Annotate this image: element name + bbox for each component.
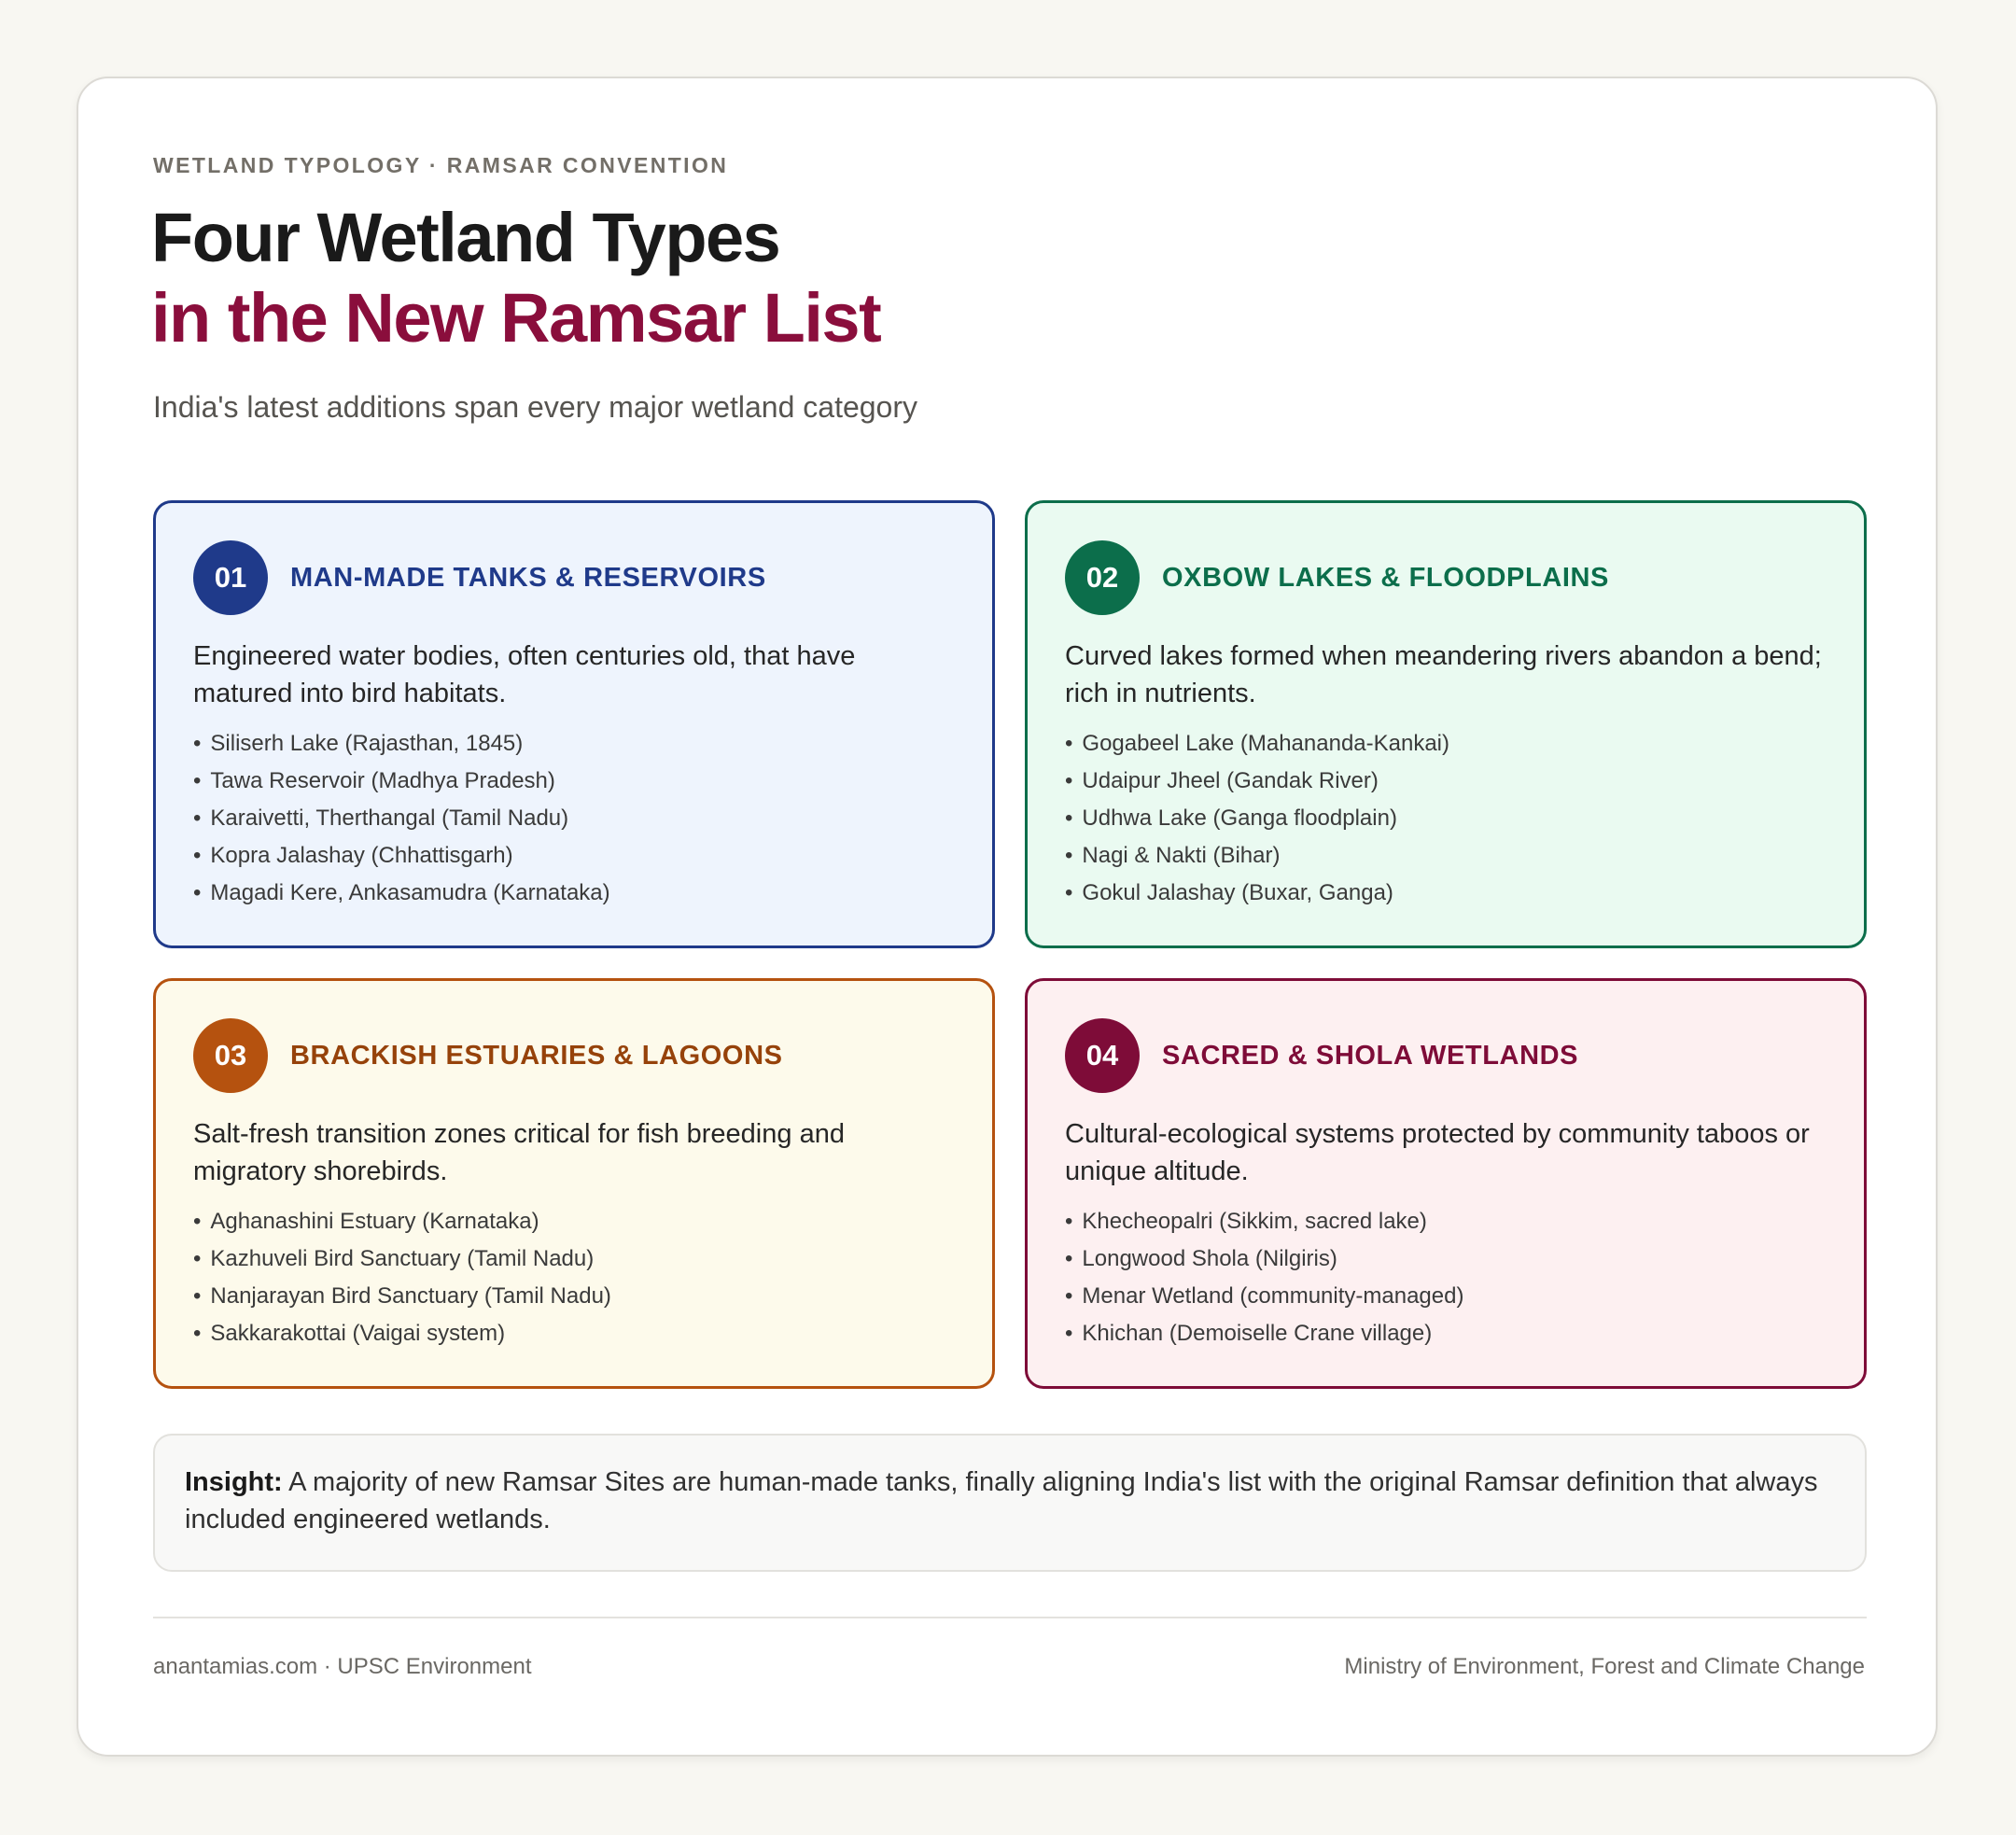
type-title: MAN-MADE TANKS & RESERVOIRS [290,562,766,593]
site-item: • Nagi & Nakti (Bihar) [1065,837,1827,875]
subtitle: India's latest additions span every major wetland category [153,390,917,424]
site-item: • Sakkarakottai (Vaigai system) [193,1315,955,1352]
insight-label: Insight: [185,1467,283,1497]
wetland-type-card-man-made-tanks [153,500,995,948]
insight-box [153,1434,1867,1572]
site-item: • Kopra Jalashay (Chhattisgarh) [193,837,955,875]
type-title: BRACKISH ESTUARIES & LAGOONS [290,1040,783,1071]
type-header [1065,1018,1827,1093]
site-item: • Udhwa Lake (Ganga floodplain) [1065,800,1827,837]
site-item: • Gogabeel Lake (Mahananda-Kankai) [1065,725,1827,763]
site-item: • Nanjarayan Bird Sanctuary (Tamil Nadu) [193,1278,955,1315]
site-item: • Siliserh Lake (Rajasthan, 1845) [193,725,955,763]
title-line-2: in the New Ramsar List [151,279,881,357]
site-item: • Karaivetti, Therthangal (Tamil Nadu) [193,800,955,837]
site-item: • Khichan (Demoiselle Crane village) [1065,1315,1827,1352]
insight-text: A majority of new Ramsar Sites are human-made tanks, finally aligning India's list with the original Ramsar definition that always included engineered wetlands. [185,1467,1818,1534]
type-description: Engineered water bodies, often centuries old, that have matured into bird habitats. [193,641,856,708]
type-header [193,540,955,615]
type-header [193,1018,955,1093]
site-list [193,725,955,912]
type-number-badge: 02 [1065,540,1140,615]
type-header [1065,540,1827,615]
type-number-badge: 01 [193,540,268,615]
footer-source-site: anantamias.com · UPSC Environment [153,1654,532,1679]
type-title: OXBOW LAKES & FLOODPLAINS [1162,562,1609,593]
type-description: Cultural-ecological systems protected by community taboos or unique altitude. [1065,1119,1810,1186]
site-item: • Aghanashini Estuary (Karnataka) [193,1203,955,1240]
type-title: SACRED & SHOLA WETLANDS [1162,1040,1579,1071]
site-list [1065,725,1827,912]
site-list [1065,1203,1827,1352]
wetland-type-card-sacred-shola [1025,978,1867,1389]
site-item: • Longwood Shola (Nilgiris) [1065,1240,1827,1278]
wetland-types-grid [153,500,1867,1389]
site-item: • Kazhuveli Bird Sanctuary (Tamil Nadu) [193,1240,955,1278]
site-item: • Udaipur Jheel (Gandak River) [1065,763,1827,800]
page-title [151,198,880,358]
site-item: • Khecheopalri (Sikkim, sacred lake) [1065,1203,1827,1240]
kicker: WETLAND TYPOLOGY · RAMSAR CONVENTION [153,153,729,177]
title-line-1: Four Wetland Types [151,199,780,276]
footer-ministry: Ministry of Environment, Forest and Climate Change [1344,1654,1865,1679]
type-number-badge: 03 [193,1018,268,1093]
wetland-type-card-oxbow-lakes [1025,500,1867,948]
site-item: • Magadi Kere, Ankasamudra (Karnataka) [193,875,955,912]
infographic-card [77,77,1938,1757]
site-item: • Menar Wetland (community-managed) [1065,1278,1827,1315]
site-item: • Gokul Jalashay (Buxar, Ganga) [1065,875,1827,912]
wetland-type-card-brackish-estuaries [153,978,995,1389]
footer-divider [153,1617,1867,1618]
site-item: • Tawa Reservoir (Madhya Pradesh) [193,763,955,800]
type-description: Curved lakes formed when meandering rivers abandon a bend; rich in nutrients. [1065,641,1822,708]
type-description: Salt-fresh transition zones critical for fish breeding and migratory shorebirds. [193,1119,845,1186]
type-number-badge: 04 [1065,1018,1140,1093]
site-list [193,1203,955,1352]
